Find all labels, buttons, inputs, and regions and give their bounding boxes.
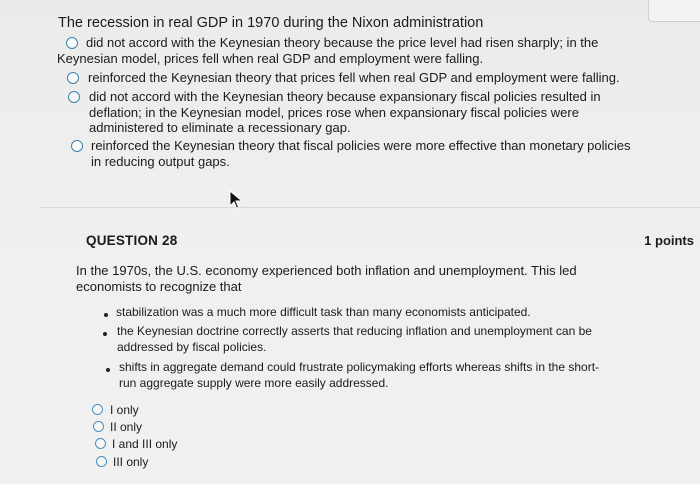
option-text: did not accord with the Keynesian theory because expansionary fiscal policies resulted in deflation; in the Keynesian model, prices rose when expansionary fiscal policies were administered to eliminate a recessionary gap. — [89, 89, 601, 135]
option-text: did not accord with the Keynesian theory because the price level had risen sharply; in the Keynesian model, prices fell when real GDP and employment were falling. — [57, 35, 599, 66]
question-number: QUESTION 28 — [86, 233, 178, 248]
option-text: reinforced the Keynesian theory that fiscal policies were more effective than monetary policies in reducing output gaps. — [91, 138, 631, 169]
points-label: 1 points — [644, 233, 694, 248]
radio-button[interactable] — [66, 37, 78, 49]
radio-button[interactable] — [95, 438, 106, 449]
radio-button[interactable] — [92, 404, 103, 415]
bullet — [106, 368, 110, 372]
question-stem: In the 1970s, the U.S. economy experienced both inflation and unemployment. This led economists to recognize that — [76, 263, 577, 294]
answer-label: II only — [110, 420, 143, 434]
answer-label: I only — [110, 403, 139, 417]
bullet — [104, 313, 108, 317]
bullet — [103, 332, 107, 336]
option-text: reinforced the Keynesian theory that prices fell when real GDP and employment were falling. — [88, 70, 620, 85]
divider — [40, 207, 700, 208]
radio-button[interactable] — [71, 140, 83, 152]
answer-label: I and III only — [112, 437, 178, 451]
radio-button[interactable] — [96, 456, 107, 467]
statement-item: the Keynesian doctrine correctly asserts that reducing inflation and unemployment can be addressed by fiscal policies. — [117, 324, 592, 354]
answer-label: III only — [113, 455, 149, 469]
radio-button[interactable] — [68, 91, 80, 103]
statement-item: shifts in aggregate demand could frustrate policymaking efforts whereas shifts in the short- run aggregate supply were more easily addressed. — [119, 360, 600, 390]
radio-button[interactable] — [93, 421, 104, 432]
top-right-input-box[interactable] — [648, 0, 700, 22]
radio-button[interactable] — [67, 72, 79, 84]
question-prompt: The recession in real GDP in 1970 during the Nixon administration — [58, 15, 484, 31]
statement-item: stabilization was a much more difficult task than many economists anticipated. — [116, 305, 531, 319]
